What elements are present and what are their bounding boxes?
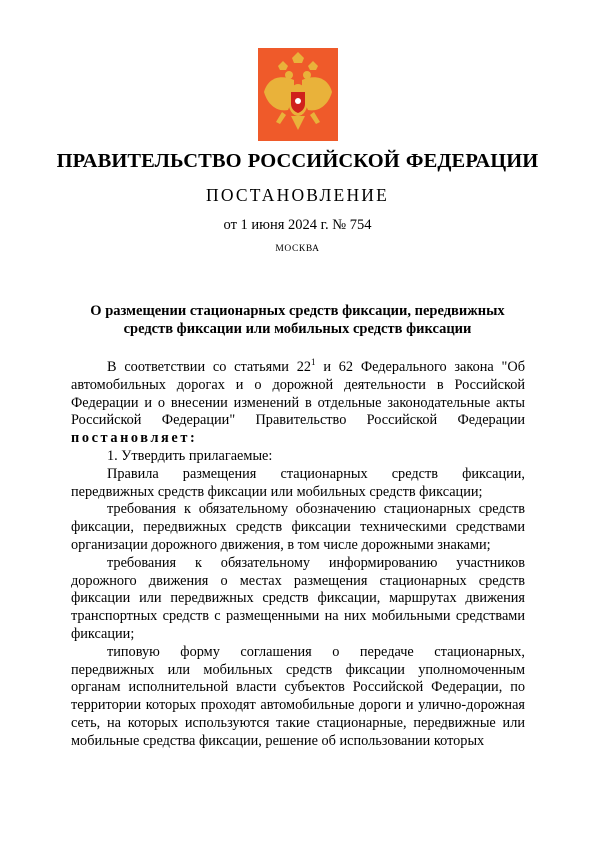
- document-city: МОСКВА: [275, 244, 320, 254]
- russian-coat-of-arms-icon: [258, 48, 338, 141]
- preamble-text-b: и 62 Федерального закона "Об автомобильных дорогах и о дорожной деятельности в Российской Федерации и о внесении изменений в отдельные законодательные акты Российской Федерации" Правительство Российской Федерации: [71, 359, 525, 429]
- government-title-word-1: ПРАВИТЕЛЬСТВО: [56, 150, 242, 172]
- paragraph-signage-requirements: требования к обязательному обозначению стационарных средств фиксации, передвижных средств фиксации техническими средствами организации дорожного движения, в том числе дорожными знаками;: [71, 501, 525, 553]
- decree-word: постановляет:: [71, 430, 198, 447]
- government-title: [0, 150, 595, 173]
- document-type: ПОСТАНОВЛЕНИЕ: [205, 185, 390, 205]
- paragraph-information-requirements: требования к обязательному информированию участников дорожного движения о местах размещения стационарных средств фиксации или передвижных средств фиксации, маршрутах движения транспортных средств с размещенными на них мобильными средствами фиксации;: [71, 554, 525, 642]
- paragraph-preamble: [71, 359, 525, 448]
- paragraph-item-1: 1. Утвердить прилагаемые:: [107, 447, 273, 464]
- paragraph-rules: Правила размещения стационарных средств фиксации, передвижных средств фиксации или мобильных средств фиксации;: [71, 465, 525, 500]
- document-title-line-2: средств фиксации или мобильных средств фиксации: [123, 321, 472, 337]
- document-title-line-1: О размещении стационарных средств фиксации, передвижных: [90, 303, 505, 319]
- article-superscript: 1: [311, 357, 316, 368]
- document-date: от 1 июня 2024 г. № 754: [223, 217, 372, 233]
- government-title-word-2: РОССИЙСКОЙ: [247, 150, 400, 172]
- document-body: [71, 359, 525, 751]
- preamble-text-a: В соответствии со статьями 22: [107, 359, 312, 375]
- government-title-word-3: ФЕДЕРАЦИИ: [405, 150, 539, 172]
- paragraph-agreement-form: типовую форму соглашения о передаче стационарных, передвижных или мобильных средств фиксации уполномоченным органам исполнительной власти субъектов Российской Федерации, по территории которых проходят автомобильные дороги и улично-дорожная сеть, на которых используются такие стационарные, передвижные или мобильные средства фиксации, решение об использовании которых: [71, 643, 525, 749]
- document-title: [0, 302, 595, 338]
